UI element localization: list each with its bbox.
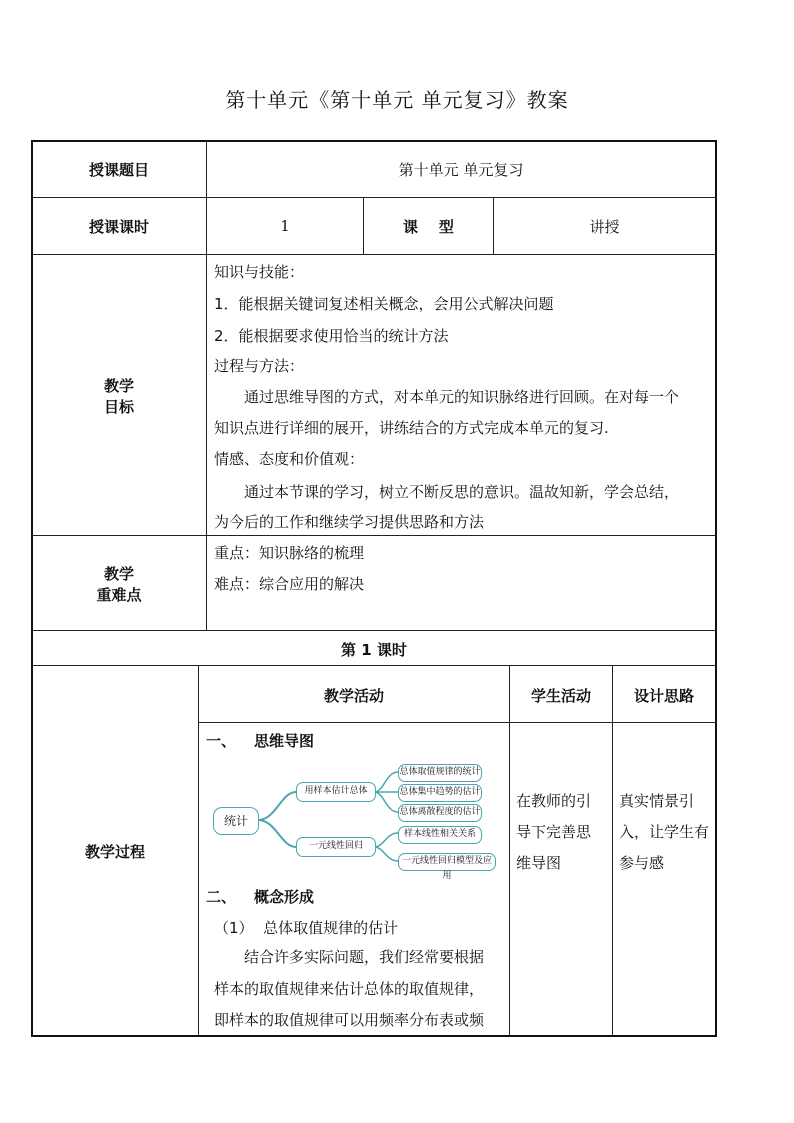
mindmap-root-node: 统计 bbox=[213, 807, 259, 835]
col-divider bbox=[612, 666, 613, 1035]
student-activity-line: 在教师的引 bbox=[516, 792, 592, 810]
section2-title: 概念形成 bbox=[254, 888, 315, 906]
topic-label: 授课题目 bbox=[88, 161, 149, 179]
mindmap-branch-node: 一元线性回归 bbox=[296, 837, 376, 857]
activity-line: 结合许多实际问题，我们经常要根据 bbox=[244, 948, 485, 966]
row-divider bbox=[32, 665, 716, 666]
row-divider bbox=[32, 630, 716, 631]
table-top-border bbox=[31, 140, 717, 142]
student-activity-line: 导下完善思 bbox=[516, 823, 592, 841]
design-line: 真实情景引 bbox=[619, 792, 695, 810]
section2-number: 二、 bbox=[206, 888, 237, 906]
mindmap-leaf-node: 总体离散程度的估计 bbox=[398, 804, 482, 822]
goal-line: 过程与方法： bbox=[214, 357, 305, 375]
row-divider bbox=[32, 197, 716, 198]
design-line: 参与感 bbox=[619, 854, 665, 872]
type-value: 讲授 bbox=[589, 218, 620, 236]
mindmap-leaf-node: 一元线性回归模型及应用 bbox=[398, 853, 496, 871]
mindmap-leaf-node: 总体集中趋势的估计 bbox=[398, 784, 482, 802]
row-divider bbox=[198, 722, 716, 723]
key-line: 重点：知识脉络的梳理 bbox=[214, 544, 365, 562]
goal-line: 通过本节课的学习，树立不断反思的意识。温故知新，学会总结， bbox=[244, 483, 680, 501]
col-divider bbox=[198, 666, 199, 1035]
col-activity-header: 教学活动 bbox=[323, 687, 384, 705]
type-label: 课 型 bbox=[403, 218, 454, 236]
document-title: 第十单元《第十单元 单元复习》教案 bbox=[225, 88, 569, 112]
activity-line: 样本的取值规律来估计总体的取值规律， bbox=[214, 980, 485, 998]
goal-line: 为今后的工作和继续学习提供思路和方法 bbox=[214, 513, 485, 531]
col-student-header: 学生活动 bbox=[530, 687, 591, 705]
section1-title: 思维导图 bbox=[254, 732, 315, 750]
col-divider bbox=[509, 666, 510, 1035]
key-label-line2: 重难点 bbox=[96, 586, 142, 604]
activity-line: 即样本的取值规律可以用频率分布表或频 bbox=[214, 1011, 485, 1029]
goal-line: 2．能根据要求使用恰当的统计方法 bbox=[214, 327, 449, 345]
row-divider bbox=[32, 254, 716, 255]
mindmap-branch-node: 用样本估计总体 bbox=[296, 782, 376, 802]
goal-line: 知识点进行详细的展开，讲练结合的方式完成本单元的复习. bbox=[214, 419, 609, 437]
col-divider bbox=[206, 141, 207, 630]
col-design-header: 设计思路 bbox=[633, 687, 694, 705]
mindmap-leaf-node: 样本线性相关关系 bbox=[398, 826, 482, 844]
topic-value: 第十单元 单元复习 bbox=[398, 161, 524, 179]
goal-label-line2: 目标 bbox=[103, 398, 134, 416]
lesson-header: 第 1 课时 bbox=[341, 641, 407, 659]
goal-line: 知识与技能： bbox=[214, 263, 305, 281]
mindmap-leaf-node: 总体取值规律的统计 bbox=[398, 764, 482, 782]
key-line: 难点：综合应用的解决 bbox=[214, 575, 365, 593]
subsection-title: （1） 总体取值规律的估计 bbox=[214, 919, 399, 937]
goal-line: 1．能根据关键词复述相关概念，会用公式解决问题 bbox=[214, 295, 554, 313]
hours-value: 1 bbox=[280, 217, 290, 235]
process-label: 教学过程 bbox=[84, 843, 145, 861]
goal-line: 情感、态度和价值观： bbox=[214, 450, 365, 468]
section1-number: 一、 bbox=[206, 732, 237, 750]
key-label-line1: 教学 bbox=[103, 565, 134, 583]
hours-label: 授课课时 bbox=[88, 218, 149, 236]
goal-line: 通过思维导图的方式，对本单元的知识脉络进行回顾。在对每一个 bbox=[244, 388, 680, 406]
student-activity-line: 维导图 bbox=[516, 854, 562, 872]
table-right-border bbox=[715, 140, 717, 1036]
design-line: 入，让学生有 bbox=[619, 823, 710, 841]
goal-label-line1: 教学 bbox=[103, 377, 134, 395]
